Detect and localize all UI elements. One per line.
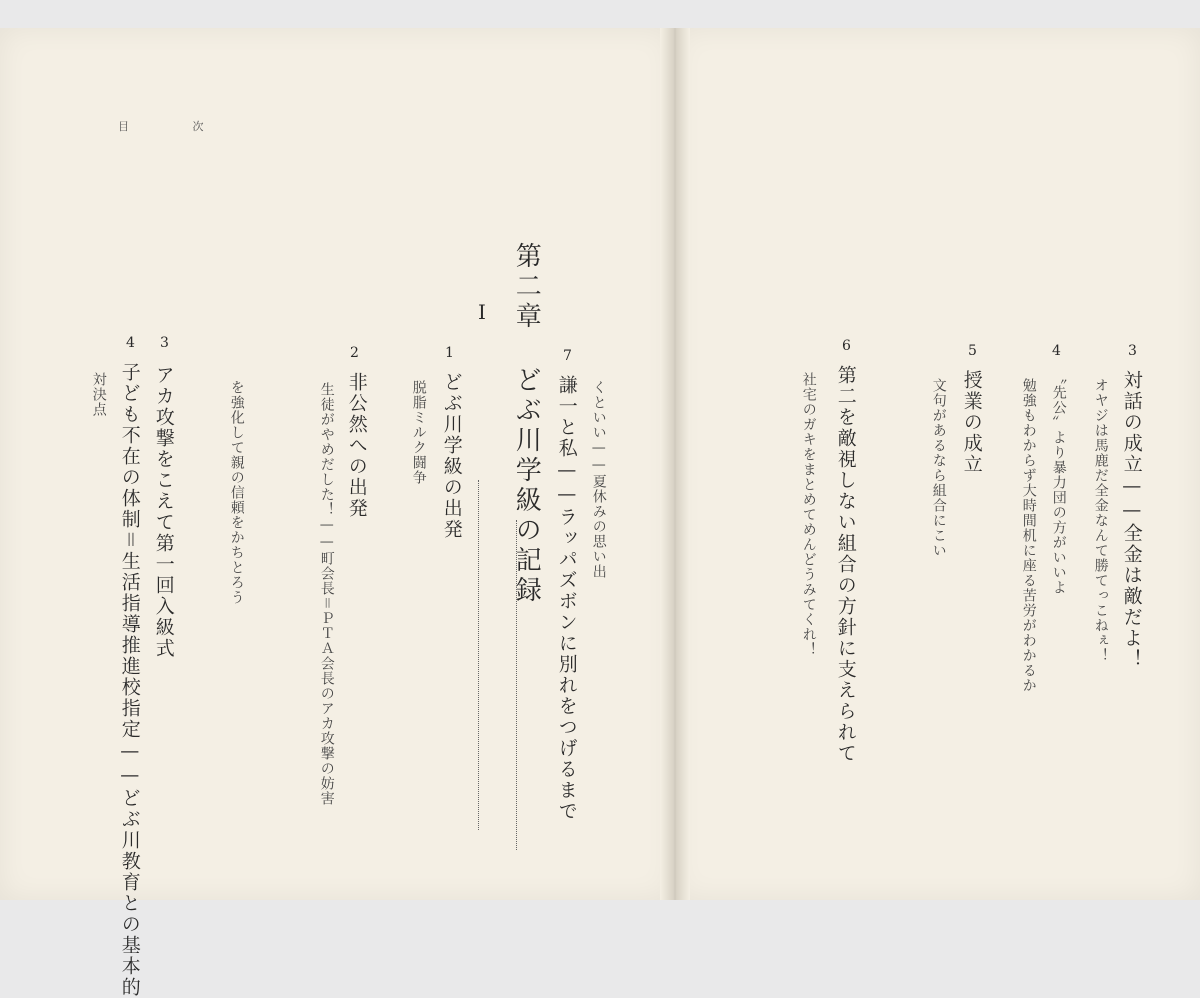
toc-entry-title: 対話の成立——全金は敵だよ！ <box>1120 370 1143 670</box>
entry-number: 6 <box>842 338 851 354</box>
entry-number: 2 <box>350 345 359 361</box>
entry-number: 1 <box>445 345 454 361</box>
entry-number: 5 <box>968 343 977 359</box>
toc-entry-title: 子ども不在の体制＝生活指導推進校指定——どぶ川教育との基本的 <box>118 362 141 998</box>
toc-entry-title: 非公然への出発 <box>345 372 368 519</box>
book-gutter <box>660 28 690 900</box>
entry-number: 3 <box>1128 343 1137 359</box>
toc-entry-sub: くといい——夏休みの思い出 <box>590 380 607 579</box>
toc-entry-title: 謙一と私——ラッパズボンに別れをつげるまで <box>555 375 578 822</box>
dot-leader <box>516 520 517 850</box>
toc-entry-sub: を強化して親の信頼をかちとろう <box>228 380 245 605</box>
toc-entry-title: 第二を敵視しない組合の方針に支えられて <box>834 365 857 764</box>
toc-entry-title: どぶ川学級の出発 <box>440 372 463 540</box>
part-numeral: I <box>470 300 494 324</box>
toc-entry-sub: 脱脂ミルク闘争 <box>410 380 427 485</box>
toc-entry-sub: 社宅のガキをまとめてめんどうみてくれ！ <box>800 372 817 657</box>
toc-entry-title: 授業の成立 <box>960 370 983 475</box>
entry-number: 4 <box>126 335 135 351</box>
chapter-title: 第二章 どぶ川学級の記録 <box>511 242 542 606</box>
toc-entry-sub: 生徒がやめだした！——町会長＝ＰＴＡ会長のアカ攻撃の妨害 <box>318 382 335 806</box>
entry-number: 4 <box>1052 343 1061 359</box>
toc-entry-title: アカ攻撃をこえて第一回入級式 <box>152 365 175 659</box>
toc-entry-sub: 対決点 <box>90 372 107 417</box>
entry-number: 7 <box>563 348 572 364</box>
toc-entry-sub: オヤジは馬鹿だ全金なんて勝てっこねぇ！ <box>1092 378 1109 663</box>
toc-entry-sub: 勉強もわからず大時間机に座る苦労がわかるか <box>1020 378 1037 693</box>
toc-entry-title: 〝先公〟より暴力団の方がいいよ <box>1050 370 1067 595</box>
entry-number: 3 <box>160 335 169 351</box>
page-header: 目 次 <box>118 120 234 133</box>
toc-entry-sub: 文句があるなら組合にこい <box>930 378 947 558</box>
dot-leader <box>478 480 479 830</box>
